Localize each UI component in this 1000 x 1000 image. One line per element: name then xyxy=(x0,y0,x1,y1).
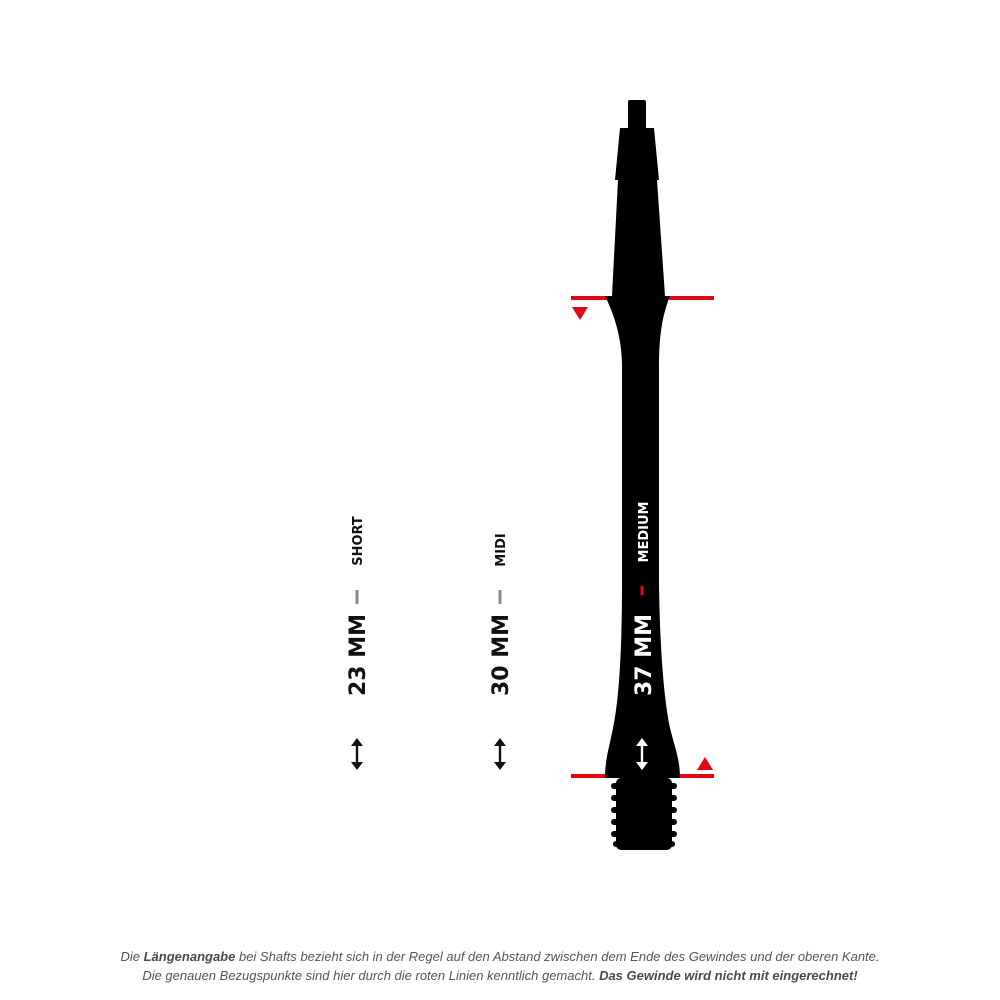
footer-note xyxy=(0,947,1000,985)
midi-name-label: MIDI xyxy=(494,533,509,567)
dart-shaft xyxy=(605,100,680,850)
shaft-upper-stem xyxy=(612,180,665,296)
footer-line1-rest: bei Shafts bezieht sich in der Regel auf den Abstand zwischen dem Ende des Gewindes und der oberen Kante. xyxy=(235,949,880,964)
midi-length-label: 30 MM xyxy=(489,613,514,697)
red-down-triangle-icon xyxy=(572,307,588,320)
short-length-column xyxy=(346,516,371,770)
up-down-arrow-icon xyxy=(351,738,363,770)
footer-line2-rest: Die genauen Bezugspunkte sind hier durch die roten Linien kenntlich gemacht. xyxy=(142,968,600,983)
red-up-triangle-icon xyxy=(697,757,713,770)
shaft-top-cone xyxy=(615,128,659,180)
up-down-arrow-icon xyxy=(494,738,506,770)
footer-line-2 xyxy=(0,966,1000,985)
midi-length-column xyxy=(489,533,514,770)
footer-line-1 xyxy=(0,947,1000,966)
footer-line1-prefix: Die xyxy=(120,949,144,964)
short-length-label: 23 MM xyxy=(346,613,371,697)
footer-line1-bold: Längenangabe xyxy=(143,949,236,964)
medium-length-label: 37 MM xyxy=(632,613,657,697)
footer-line2-bold: Das Gewinde wird nicht mit eingerechnet! xyxy=(599,968,858,983)
shaft-top-pin xyxy=(628,100,646,130)
shaft-thread xyxy=(611,778,677,850)
medium-name-label: MEDIUM xyxy=(637,501,652,563)
short-name-label: SHORT xyxy=(351,516,366,566)
